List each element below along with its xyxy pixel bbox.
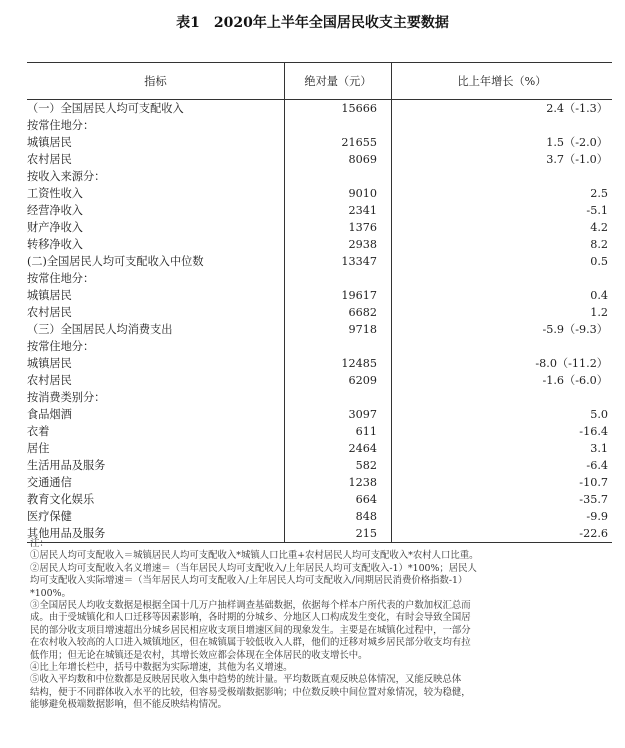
row-label: 医疗保健	[27, 508, 285, 525]
row-growth-value: 1.5（-2.0）	[546, 136, 608, 149]
row-growth-value: -6.4	[586, 459, 608, 472]
row-absolute-value: 582	[285, 457, 392, 474]
table-row	[27, 304, 612, 321]
row-label: 工资性收入	[27, 185, 285, 202]
table-row	[27, 457, 612, 474]
header-absolute-amount: 绝对量（元）	[285, 63, 392, 100]
row-growth-value	[392, 338, 613, 355]
note-line: 均可支配收入实际增速＝（当年居民人均可支配收入/上年居民人均可支配收入/同期居民消费价格指数-1）	[30, 575, 468, 587]
row-growth-value: -22.6	[392, 525, 613, 543]
row-label: 教育文化娱乐	[27, 491, 285, 508]
header-growth: 比上年增长（%）	[392, 63, 613, 100]
row-label: 农村居民	[27, 372, 285, 389]
table-row	[27, 423, 612, 440]
table-row	[27, 100, 612, 118]
row-label: (二)全国居民人均可支配收入中位数	[27, 253, 285, 270]
row-label: 按常住地分：	[27, 338, 285, 355]
row-label: 农村居民	[27, 304, 285, 321]
table-row	[27, 474, 612, 491]
row-label: 城镇居民	[27, 134, 285, 151]
row-label: 衣着	[27, 423, 285, 440]
note-line: 成。由于受城镇化和人口迁移等因素影响，各时期的分城乡、分地区人口构成发生变化，有时会导致全国居	[30, 612, 471, 624]
row-label: 经营净收入	[27, 202, 285, 219]
row-absolute-value: 9010	[285, 185, 392, 202]
row-growth-value: 0.5	[590, 255, 608, 268]
row-absolute-value: 6682	[285, 304, 392, 321]
row-absolute-value: 9718	[285, 321, 392, 338]
row-absolute-value: 21655	[285, 134, 392, 151]
table-number: 表1	[176, 15, 200, 31]
row-growth-value: 3.7（-1.0）	[546, 153, 608, 166]
table-row	[27, 117, 612, 134]
note-line: 结构，便于不同群体收入水平的比较，但容易受极端数据影响；中位数反映中间位置对象情况，较为稳健，	[30, 686, 471, 698]
note-line: 民的部分收支项目增速超出分城乡居民相应收支项目增速区间的现象发生。主要是在城镇化过程中，一部分	[30, 624, 471, 636]
row-growth-value: -9.9	[586, 510, 608, 523]
table-row	[27, 134, 612, 151]
table-row	[27, 338, 612, 355]
row-label: 财产净收入	[27, 219, 285, 236]
note-line: 在农村收入较高的人口进入城镇地区，但在城镇属于较低收入人群，他们的迁移对城乡居民部分收支均有拉	[30, 637, 471, 649]
row-growth-value: -10.7	[579, 476, 608, 489]
row-absolute-value	[285, 270, 392, 287]
table-row	[27, 151, 612, 168]
row-absolute-value: 1376	[285, 219, 392, 236]
table-row	[27, 355, 612, 372]
row-label: 食品烟酒	[27, 406, 285, 423]
table-row	[27, 287, 612, 304]
row-absolute-value: 19617	[285, 287, 392, 304]
row-label: 按常住地分：	[27, 117, 285, 134]
row-absolute-value: 8069	[285, 151, 392, 168]
row-growth-value: -5.1	[586, 204, 608, 217]
row-absolute-value	[285, 168, 392, 185]
row-label: 城镇居民	[27, 287, 285, 304]
row-growth-value: 3.1	[590, 442, 608, 455]
table-row	[27, 202, 612, 219]
row-absolute-value: 6209	[285, 372, 392, 389]
row-growth-value: -8.0（-11.2）	[535, 357, 608, 370]
table-row	[27, 321, 612, 338]
note-line: *100%。	[30, 587, 71, 599]
table-row	[27, 253, 612, 270]
row-absolute-value: 15666	[285, 100, 392, 118]
row-label: 城镇居民	[27, 355, 285, 372]
row-growth-value: 2.4（-1.3）	[546, 102, 608, 115]
row-absolute-value	[285, 389, 392, 406]
table-title-text: 2020年上半年全国居民收支主要数据	[213, 15, 449, 31]
row-growth-value: -16.4	[579, 425, 608, 438]
table-header-row	[27, 63, 612, 100]
row-absolute-value: 3097	[285, 406, 392, 423]
table-row	[27, 219, 612, 236]
row-absolute-value: 611	[285, 423, 392, 440]
table-row	[27, 236, 612, 253]
row-absolute-value: 12485	[285, 355, 392, 372]
row-absolute-value: 1238	[285, 474, 392, 491]
note-line: ②居民人均可支配收入名义增速＝（当年居民人均可支配收入/上年居民人均可支配收入-1）*100%；居民人	[30, 562, 477, 574]
row-label: 其他用品及服务	[27, 525, 285, 543]
note-line: ④比上年增长栏中，括号中数据为实际增速，其他为名义增速。	[30, 662, 293, 674]
row-growth-value: -35.7	[579, 493, 608, 506]
row-label: 交通通信	[27, 474, 285, 491]
note-line: ③全国居民人均收支数据是根据全国十几万户抽样调查基础数据，依据每个样本户所代表的户数加权汇总而	[30, 600, 471, 612]
table-row	[27, 372, 612, 389]
row-absolute-value: 664	[285, 491, 392, 508]
note-line: ①居民人均可支配收入＝城镇居民人均可支配收入*城镇人口比重+农村居民人均可支配收入*农村人口比重。	[30, 550, 479, 562]
header-indicator: 指标	[27, 63, 285, 100]
row-growth-value	[392, 168, 613, 185]
row-growth-value: 0.4	[590, 289, 608, 302]
row-growth-value: -1.6（-6.0）	[542, 374, 608, 387]
income-expenditure-table	[27, 62, 612, 543]
row-label: 转移净收入	[27, 236, 285, 253]
row-absolute-value: 13347	[285, 253, 392, 270]
table-row	[27, 440, 612, 457]
row-growth-value	[392, 117, 613, 134]
row-growth-value: -5.9（-9.3）	[542, 323, 608, 336]
table-row	[27, 185, 612, 202]
note-line: ⑤收入平均数和中位数都是反映居民收入集中趋势的统计量。平均数既直观反映总体情况，又能反映总体	[30, 674, 462, 686]
row-label: 按常住地分：	[27, 270, 285, 287]
row-label: 生活用品及服务	[27, 457, 285, 474]
row-absolute-value	[285, 338, 392, 355]
row-label: 按收入来源分：	[27, 168, 285, 185]
table-row	[27, 508, 612, 525]
row-absolute-value: 2341	[285, 202, 392, 219]
row-absolute-value: 215	[285, 525, 392, 543]
row-growth-value: 8.2	[590, 238, 608, 251]
row-growth-value: 4.2	[590, 221, 608, 234]
row-absolute-value: 848	[285, 508, 392, 525]
row-label: 农村居民	[27, 151, 285, 168]
table-row	[27, 270, 612, 287]
row-growth-value	[392, 270, 613, 287]
row-absolute-value	[285, 117, 392, 134]
row-absolute-value: 2464	[285, 440, 392, 457]
table-row	[27, 389, 612, 406]
row-growth-value: 2.5	[590, 187, 608, 200]
note-line: 注：	[30, 538, 49, 549]
table-row	[27, 168, 612, 185]
row-label: （三）全国居民人均消费支出	[27, 321, 285, 338]
table-row	[27, 491, 612, 508]
row-growth-value: 5.0	[590, 408, 608, 421]
row-growth-value	[392, 389, 613, 406]
row-absolute-value: 2938	[285, 236, 392, 253]
table-notes	[30, 538, 608, 712]
row-label: 居住	[27, 440, 285, 457]
note-line: 能够避免极端数据影响，但不能反映结构情况。	[30, 699, 227, 711]
row-growth-value: 1.2	[590, 306, 608, 319]
table-row	[27, 406, 612, 423]
table-title	[0, 12, 625, 32]
note-line: 低作用；但无论在城镇还是农村，其增长效应都会体现在全体居民的收支增长中。	[30, 649, 368, 661]
row-label: 按消费类别分：	[27, 389, 285, 406]
row-label: （一）全国居民人均可支配收入	[27, 100, 285, 118]
